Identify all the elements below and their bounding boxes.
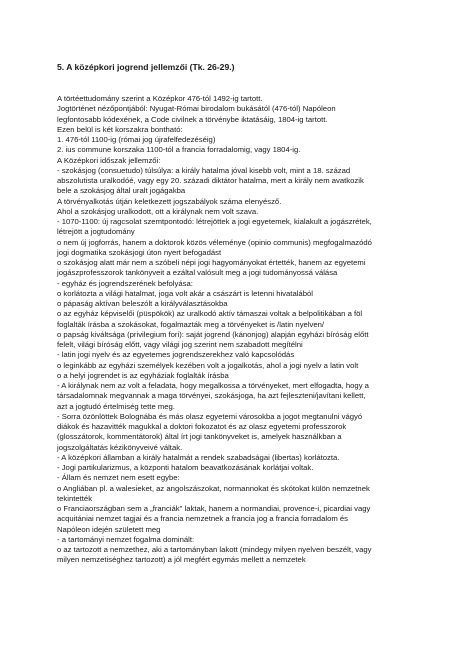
text-line: o papság kiváltsága (privilegium fori): saját jogrend (kánonjog) alapján egyházi bíróság előtt <box>57 329 369 339</box>
text-line: - egyház és jogrendszerének befolyása: <box>57 278 193 288</box>
text-line: jogszolgáltatás kézikönyveivé váltak. <box>57 442 183 452</box>
text-line: - A középkori államban a király hatalmát a rendek szabadságai (libertas) korlátozta. <box>57 452 340 462</box>
text-line: - A királynak nem az volt a feladata, hogy megalkossa a törvényeket, mert elfogadta, hogy a <box>57 381 369 390</box>
text-line: diákok és hazavitték magukkal a doktori fokozatot és az olasz egyetemi professzorok <box>57 422 347 431</box>
text-line: (glosszátorok, kommentátorok) által írt jogi tankönyveket is, amelyek használkban a <box>57 432 342 442</box>
text-line: o szokásjog alatt már nem a szóbeli népi jogi hagyományokat értették, hanem az egyetemi <box>57 258 366 267</box>
text-line: Jogtörténet nézőpontjából: Nyugat-Római birodalom bukásától (476-tól) Napóleon <box>57 104 336 114</box>
text-line: o leginkább az egyházi személyek kezében volt a jogalkotás, ahol a jogi nyelv a latin volt <box>57 360 359 370</box>
text-line: o az tartozott a nemzethez, aki a tartományban lakott (mindegy milyen nyelven beszélt, vagy <box>57 545 372 554</box>
document-title: 5. A középkori jogrend jellemzői (Tk. 26-29.) <box>57 62 235 72</box>
text-line: foglalták írásba a szokásokat, fogalmazták meg a törvényeket is /latin nyelven/ <box>57 319 325 329</box>
text-line: Ahol a szokásjog uralkodott, ott a királynak nem volt szava. <box>57 206 259 216</box>
text-line: társadalomnak megvannak a maga törvényei, szokásjoga, ha azt fejleszteni/javítani kellett, <box>57 391 366 401</box>
text-line: Ezen belül is két korszakra bontható: <box>57 124 183 134</box>
text-line: o a helyi jogrendet is az egyháziak foglalták írásba <box>57 370 229 380</box>
text-line: - szokásjog (consuetudo) túlsúlya: a király hatalma jóval kisebb volt, mint a 18. század <box>57 165 351 175</box>
text-line: - Állam és nemzet nem esett egybe: <box>57 473 180 483</box>
text-line: acquitániai nemzet tagjai és a francia nemzetnek a francia jog a francia forradalom és <box>57 514 349 524</box>
text-line: jogi dogmatika szokásjogi úton nyert befogadást <box>57 247 222 257</box>
text-line: o pápaság aktívan beleszólt a királyválasztásokba <box>57 299 228 308</box>
text-line: o az egyház képviselői (püspökök) az uralkodó aktív támaszai voltak a belpolitikában a föl <box>57 309 363 319</box>
text-line: létrejött a jogtudomány <box>57 227 135 237</box>
text-line: A törvényalkotás útján keletkezett jogszabályok száma elenyésző. <box>57 196 282 206</box>
text-line: A törtéettudomány szerint a Középkor 476-tól 1492-ig tartott. <box>57 94 263 103</box>
text-line: 2. ius commune korszaka 1100-tól a francia forradalomig, vagy 1804-ig. <box>57 145 301 155</box>
text-line: - 1070-1100: új ragcsolat szemtpontodó: létrejöttek a jogi egyetemek, kialakult a jogászrétek, <box>57 217 372 226</box>
text-line: o nem új jogforrás, hanem a doktorok közös véleménye (opinio communis) megfogalmazódó <box>57 237 372 247</box>
text-line: felelt, világi bíróság előtt, vagy világi jog szerint nem szabadott megítélni <box>57 340 303 349</box>
text-line: - a tartományi nemzet fogalma dominált: <box>57 534 195 544</box>
text-line: azt a jogtudó értelmiség tette meg. <box>57 401 175 411</box>
text-line: tekintették <box>57 493 93 503</box>
text-line: abszolutista uralkodóé, vagy egy 20. századi diktátor hatalma, mert a király nem avatkozik <box>57 176 364 185</box>
text-line: Napóleon idején született meg <box>57 524 161 534</box>
document-body <box>57 94 434 566</box>
text-line: o korlátozta a világi hatalmat, joga volt akár a császárt is letenni hivatalából <box>57 288 313 298</box>
text-line: A Középkori időszak jellemzői: <box>57 155 161 165</box>
text-line: bele a szokásjog által uralt jogágakba <box>57 186 186 196</box>
text-line: - Sorra özönlöttek Bolognába és más olasz egyetemi városokba a jogot megtanulni vágyó <box>57 411 363 421</box>
text-line: jogászprofesszorok tankönyveit a ezáltal valósult meg a jogi tudományossá válása <box>57 268 338 278</box>
text-line: - latin jogi nyelv és az egyetemes jogrendszerekhez való kapcsolódás <box>57 350 295 360</box>
text-line: o Angliában pl. a walesieket, az angolszászokat, normannokat és skótokat külön nemzetnek <box>57 483 370 493</box>
text-line: legfontosabb kódexének, a Code civilnek a törvénybe iktatásáig, 1804-ig tartott. <box>57 114 328 124</box>
text-line: o Franciaországban sem a „franciák" laktak, hanem a normandiai, provence-i, picardiai vagy <box>57 504 371 513</box>
text-line: 1. 476-tól 1100-ig (római jog újrafelfedezéséig) <box>57 135 216 144</box>
text-line: - Jogi partikularizmus, a központi hatalom beavatkozásának korlátjai voltak. <box>57 463 314 472</box>
text-line: milyen nemzetiséghez tartozott) a jól megfért egymás mellett a nemzetek <box>57 555 306 565</box>
